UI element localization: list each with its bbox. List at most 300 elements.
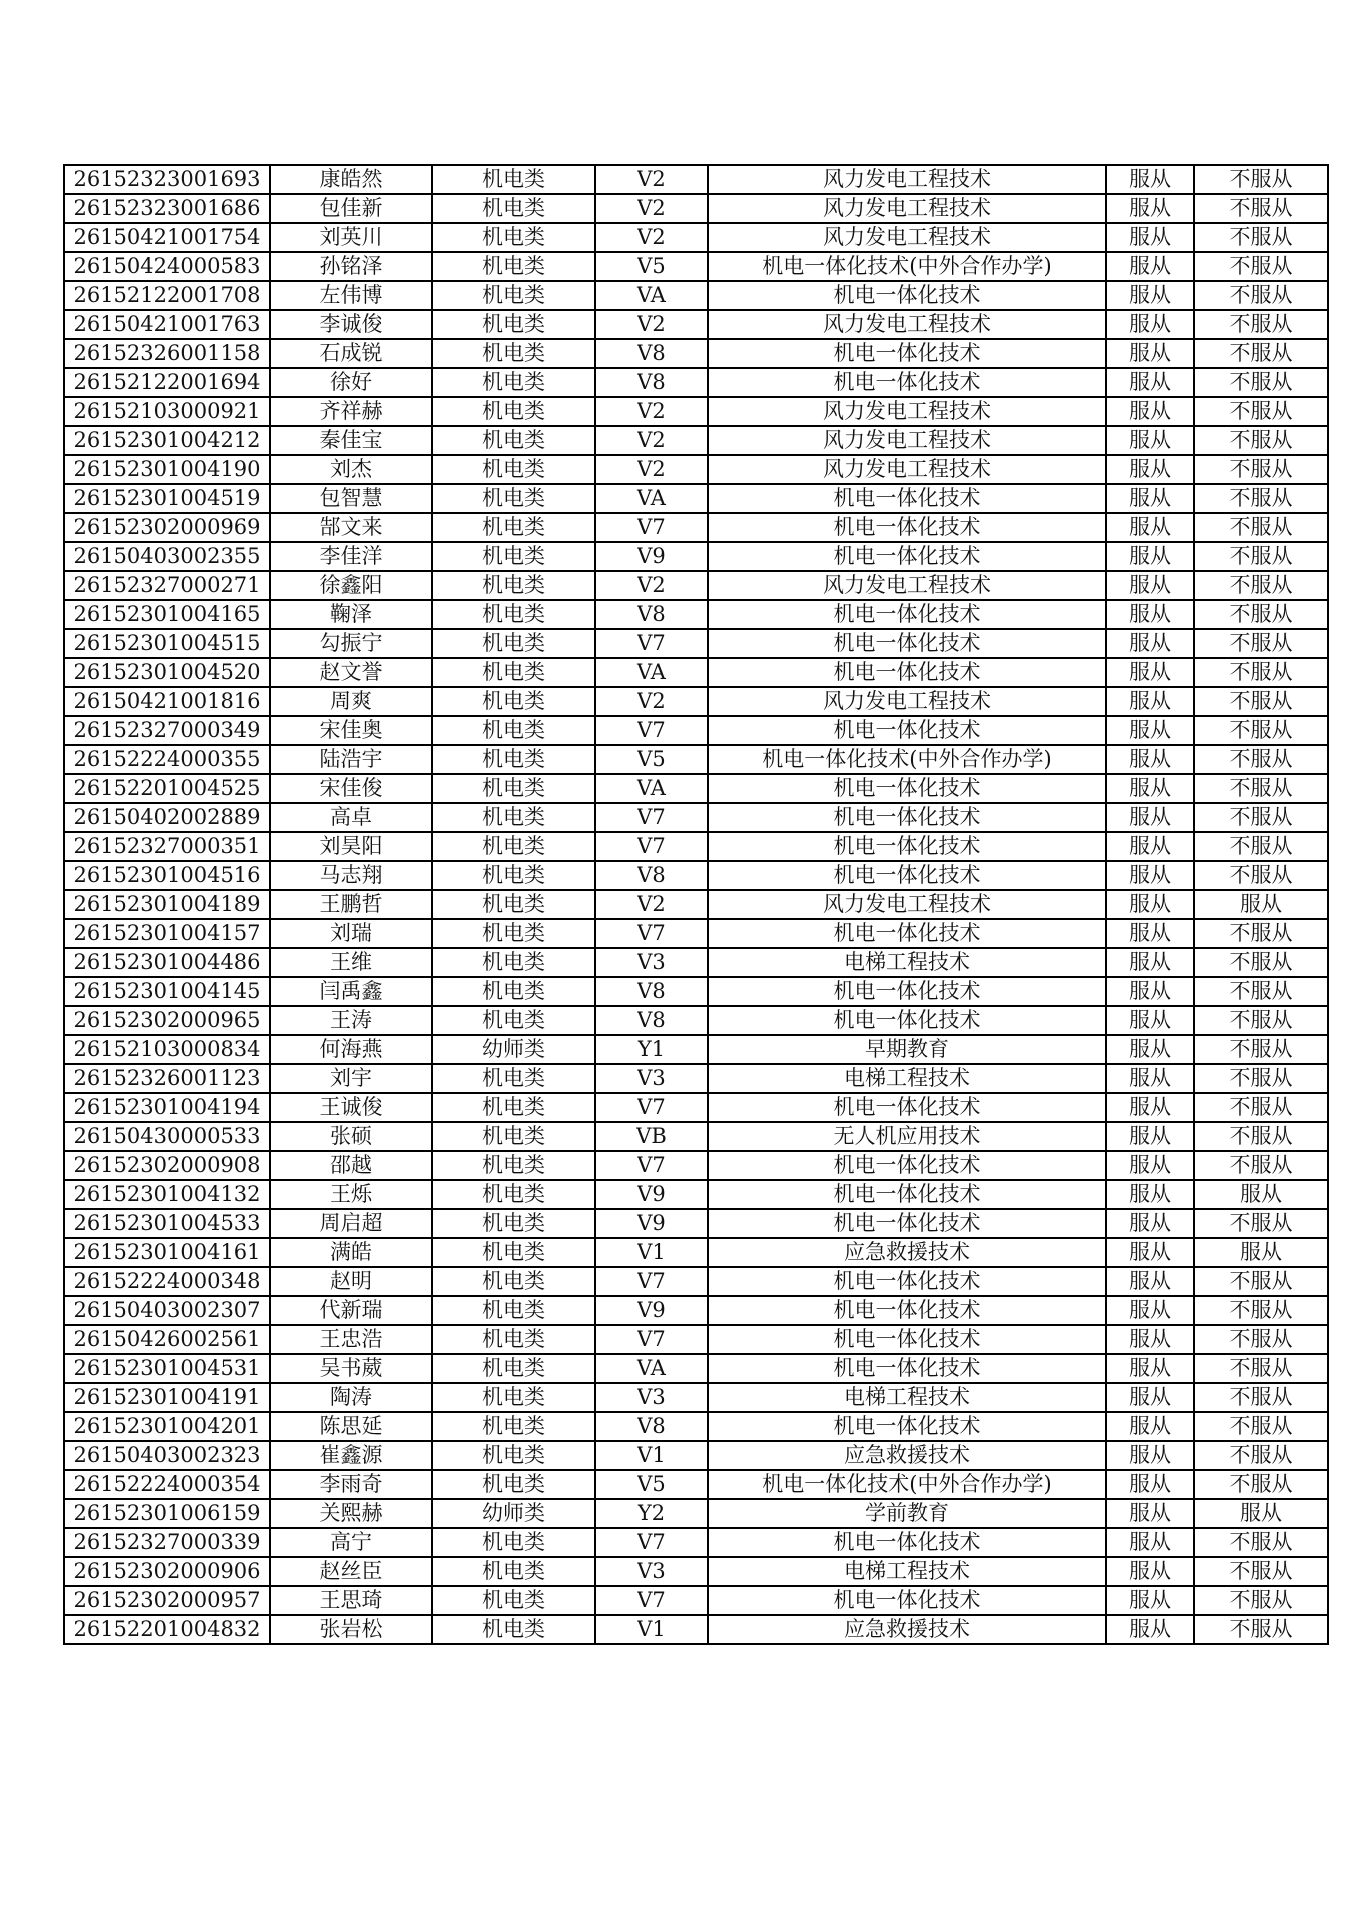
- table-row: [64, 1557, 1328, 1586]
- adjust-cell: 不服从: [1194, 977, 1328, 1006]
- obey-cell: 服从: [1106, 1035, 1194, 1064]
- obey-cell: 服从: [1106, 658, 1194, 687]
- adjust-cell: 不服从: [1194, 1267, 1328, 1296]
- name-cell: 刘英川: [270, 223, 432, 252]
- student-id-cell: 26152301004165: [64, 600, 270, 629]
- category-cell: 机电类: [432, 629, 595, 658]
- obey-cell: 服从: [1106, 484, 1194, 513]
- code-cell: VA: [595, 774, 708, 803]
- table-row: [64, 455, 1328, 484]
- table-row: [64, 368, 1328, 397]
- name-cell: 马志翔: [270, 861, 432, 890]
- obey-cell: 服从: [1106, 1267, 1194, 1296]
- obey-cell: 服从: [1106, 977, 1194, 1006]
- name-cell: 王忠浩: [270, 1325, 432, 1354]
- category-cell: 机电类: [432, 1441, 595, 1470]
- code-cell: V8: [595, 861, 708, 890]
- category-cell: 机电类: [432, 542, 595, 571]
- major-cell: 风力发电工程技术: [708, 165, 1106, 194]
- code-cell: V3: [595, 1557, 708, 1586]
- adjust-cell: 不服从: [1194, 339, 1328, 368]
- name-cell: 陈思延: [270, 1412, 432, 1441]
- major-cell: 机电一体化技术: [708, 1267, 1106, 1296]
- obey-cell: 服从: [1106, 165, 1194, 194]
- table-body: [64, 165, 1328, 1644]
- adjust-cell: 不服从: [1194, 223, 1328, 252]
- code-cell: V7: [595, 513, 708, 542]
- student-id-cell: 26152302000969: [64, 513, 270, 542]
- adjust-cell: 不服从: [1194, 832, 1328, 861]
- code-cell: V9: [595, 542, 708, 571]
- name-cell: 李诚俊: [270, 310, 432, 339]
- student-id-cell: 26152326001123: [64, 1064, 270, 1093]
- obey-cell: 服从: [1106, 774, 1194, 803]
- code-cell: V8: [595, 600, 708, 629]
- adjust-cell: 不服从: [1194, 861, 1328, 890]
- category-cell: 机电类: [432, 1470, 595, 1499]
- table-row: [64, 1354, 1328, 1383]
- category-cell: 机电类: [432, 484, 595, 513]
- code-cell: V7: [595, 1325, 708, 1354]
- category-cell: 机电类: [432, 368, 595, 397]
- obey-cell: 服从: [1106, 1151, 1194, 1180]
- obey-cell: 服从: [1106, 1238, 1194, 1267]
- name-cell: 代新瑞: [270, 1296, 432, 1325]
- table-row: [64, 687, 1328, 716]
- category-cell: 机电类: [432, 832, 595, 861]
- category-cell: 机电类: [432, 281, 595, 310]
- table-row: [64, 1412, 1328, 1441]
- table-row: [64, 1093, 1328, 1122]
- name-cell: 王涛: [270, 1006, 432, 1035]
- code-cell: V2: [595, 223, 708, 252]
- student-id-cell: 26152301004515: [64, 629, 270, 658]
- obey-cell: 服从: [1106, 803, 1194, 832]
- code-cell: VA: [595, 281, 708, 310]
- category-cell: 机电类: [432, 977, 595, 1006]
- name-cell: 徐好: [270, 368, 432, 397]
- major-cell: 风力发电工程技术: [708, 426, 1106, 455]
- code-cell: V7: [595, 803, 708, 832]
- obey-cell: 服从: [1106, 1586, 1194, 1615]
- obey-cell: 服从: [1106, 1528, 1194, 1557]
- student-id-cell: 26152302000908: [64, 1151, 270, 1180]
- student-id-cell: 26152301004194: [64, 1093, 270, 1122]
- table-row: [64, 1151, 1328, 1180]
- major-cell: 机电一体化技术: [708, 1209, 1106, 1238]
- obey-cell: 服从: [1106, 861, 1194, 890]
- student-id-cell: 26150426002561: [64, 1325, 270, 1354]
- major-cell: 风力发电工程技术: [708, 890, 1106, 919]
- adjust-cell: 不服从: [1194, 1470, 1328, 1499]
- major-cell: 电梯工程技术: [708, 1383, 1106, 1412]
- obey-cell: 服从: [1106, 600, 1194, 629]
- obey-cell: 服从: [1106, 1615, 1194, 1644]
- student-id-cell: 26152327000271: [64, 571, 270, 600]
- name-cell: 高宁: [270, 1528, 432, 1557]
- major-cell: 应急救援技术: [708, 1441, 1106, 1470]
- obey-cell: 服从: [1106, 194, 1194, 223]
- table-row: [64, 426, 1328, 455]
- student-id-cell: 26152327000351: [64, 832, 270, 861]
- code-cell: V1: [595, 1238, 708, 1267]
- student-id-cell: 26152301004145: [64, 977, 270, 1006]
- obey-cell: 服从: [1106, 890, 1194, 919]
- obey-cell: 服从: [1106, 1093, 1194, 1122]
- major-cell: 机电一体化技术: [708, 484, 1106, 513]
- major-cell: 机电一体化技术: [708, 281, 1106, 310]
- category-cell: 机电类: [432, 1383, 595, 1412]
- major-cell: 风力发电工程技术: [708, 397, 1106, 426]
- category-cell: 机电类: [432, 1151, 595, 1180]
- adjust-cell: 不服从: [1194, 426, 1328, 455]
- name-cell: 赵文誉: [270, 658, 432, 687]
- table-row: [64, 803, 1328, 832]
- student-id-cell: 26150403002355: [64, 542, 270, 571]
- category-cell: 机电类: [432, 1325, 595, 1354]
- adjust-cell: 不服从: [1194, 1151, 1328, 1180]
- name-cell: 张硕: [270, 1122, 432, 1151]
- name-cell: 李佳洋: [270, 542, 432, 571]
- table-row: [64, 397, 1328, 426]
- student-id-cell: 26150421001754: [64, 223, 270, 252]
- code-cell: V8: [595, 1412, 708, 1441]
- student-id-cell: 26152323001693: [64, 165, 270, 194]
- category-cell: 机电类: [432, 310, 595, 339]
- code-cell: V5: [595, 745, 708, 774]
- adjust-cell: 不服从: [1194, 281, 1328, 310]
- obey-cell: 服从: [1106, 1209, 1194, 1238]
- student-id-cell: 26152301004212: [64, 426, 270, 455]
- code-cell: Y1: [595, 1035, 708, 1064]
- major-cell: 机电一体化技术(中外合作办学): [708, 1470, 1106, 1499]
- table-row: [64, 716, 1328, 745]
- name-cell: 张岩松: [270, 1615, 432, 1644]
- category-cell: 机电类: [432, 339, 595, 368]
- obey-cell: 服从: [1106, 919, 1194, 948]
- code-cell: V8: [595, 339, 708, 368]
- student-id-cell: 26152301004516: [64, 861, 270, 890]
- student-id-cell: 26152301004132: [64, 1180, 270, 1209]
- major-cell: 应急救援技术: [708, 1615, 1106, 1644]
- name-cell: 勾振宁: [270, 629, 432, 658]
- table-row: [64, 1122, 1328, 1151]
- adjust-cell: 不服从: [1194, 1557, 1328, 1586]
- adjust-cell: 不服从: [1194, 571, 1328, 600]
- obey-cell: 服从: [1106, 1499, 1194, 1528]
- major-cell: 电梯工程技术: [708, 948, 1106, 977]
- student-id-cell: 26152302000965: [64, 1006, 270, 1035]
- obey-cell: 服从: [1106, 223, 1194, 252]
- adjust-cell: 不服从: [1194, 1122, 1328, 1151]
- category-cell: 机电类: [432, 745, 595, 774]
- major-cell: 应急救援技术: [708, 1238, 1106, 1267]
- table-row: [64, 1586, 1328, 1615]
- table-row: [64, 774, 1328, 803]
- code-cell: V7: [595, 1528, 708, 1557]
- major-cell: 机电一体化技术: [708, 542, 1106, 571]
- category-cell: 机电类: [432, 948, 595, 977]
- name-cell: 石成锐: [270, 339, 432, 368]
- name-cell: 赵明: [270, 1267, 432, 1296]
- category-cell: 机电类: [432, 658, 595, 687]
- table-row: [64, 1499, 1328, 1528]
- major-cell: 机电一体化技术: [708, 1528, 1106, 1557]
- obey-cell: 服从: [1106, 832, 1194, 861]
- category-cell: 机电类: [432, 774, 595, 803]
- major-cell: 风力发电工程技术: [708, 310, 1106, 339]
- obey-cell: 服从: [1106, 397, 1194, 426]
- code-cell: V5: [595, 252, 708, 281]
- student-id-cell: 26150403002323: [64, 1441, 270, 1470]
- major-cell: 风力发电工程技术: [708, 571, 1106, 600]
- obey-cell: 服从: [1106, 1412, 1194, 1441]
- name-cell: 李雨奇: [270, 1470, 432, 1499]
- student-id-cell: 26152301004161: [64, 1238, 270, 1267]
- major-cell: 风力发电工程技术: [708, 687, 1106, 716]
- adjust-cell: 不服从: [1194, 1209, 1328, 1238]
- student-id-cell: 26152224000348: [64, 1267, 270, 1296]
- code-cell: V7: [595, 1267, 708, 1296]
- adjust-cell: 不服从: [1194, 1296, 1328, 1325]
- major-cell: 机电一体化技术: [708, 600, 1106, 629]
- table-row: [64, 919, 1328, 948]
- adjust-cell: 不服从: [1194, 687, 1328, 716]
- name-cell: 高卓: [270, 803, 432, 832]
- student-id-cell: 26152224000355: [64, 745, 270, 774]
- table-row: [64, 658, 1328, 687]
- obey-cell: 服从: [1106, 1557, 1194, 1586]
- obey-cell: 服从: [1106, 1325, 1194, 1354]
- code-cell: Y2: [595, 1499, 708, 1528]
- obey-cell: 服从: [1106, 310, 1194, 339]
- code-cell: V9: [595, 1209, 708, 1238]
- category-cell: 机电类: [432, 861, 595, 890]
- table-row: [64, 948, 1328, 977]
- major-cell: 风力发电工程技术: [708, 194, 1106, 223]
- major-cell: 机电一体化技术: [708, 803, 1106, 832]
- name-cell: 邵越: [270, 1151, 432, 1180]
- student-id-cell: 26152224000354: [64, 1470, 270, 1499]
- adjust-cell: 不服从: [1194, 397, 1328, 426]
- major-cell: 机电一体化技术: [708, 832, 1106, 861]
- code-cell: V8: [595, 1006, 708, 1035]
- code-cell: V2: [595, 165, 708, 194]
- name-cell: 徐鑫阳: [270, 571, 432, 600]
- major-cell: 无人机应用技术: [708, 1122, 1106, 1151]
- student-id-cell: 26152326001158: [64, 339, 270, 368]
- student-id-cell: 26152301006159: [64, 1499, 270, 1528]
- adjust-cell: 不服从: [1194, 368, 1328, 397]
- table-row: [64, 1238, 1328, 1267]
- major-cell: 机电一体化技术(中外合作办学): [708, 252, 1106, 281]
- table-row: [64, 1325, 1328, 1354]
- table-row: [64, 1180, 1328, 1209]
- table-row: [64, 1209, 1328, 1238]
- category-cell: 机电类: [432, 890, 595, 919]
- major-cell: 机电一体化技术: [708, 1151, 1106, 1180]
- name-cell: 周启超: [270, 1209, 432, 1238]
- table-row: [64, 1006, 1328, 1035]
- table-row: [64, 165, 1328, 194]
- adjust-cell: 不服从: [1194, 542, 1328, 571]
- obey-cell: 服从: [1106, 687, 1194, 716]
- code-cell: V2: [595, 687, 708, 716]
- adjust-cell: 不服从: [1194, 803, 1328, 832]
- major-cell: 机电一体化技术(中外合作办学): [708, 745, 1106, 774]
- category-cell: 机电类: [432, 571, 595, 600]
- category-cell: 机电类: [432, 1267, 595, 1296]
- student-id-cell: 26152301004157: [64, 919, 270, 948]
- obey-cell: 服从: [1106, 1122, 1194, 1151]
- major-cell: 学前教育: [708, 1499, 1106, 1528]
- major-cell: 机电一体化技术: [708, 1006, 1106, 1035]
- major-cell: 机电一体化技术: [708, 977, 1106, 1006]
- obey-cell: 服从: [1106, 281, 1194, 310]
- name-cell: 孙铭泽: [270, 252, 432, 281]
- table-row: [64, 977, 1328, 1006]
- category-cell: 机电类: [432, 1412, 595, 1441]
- major-cell: 机电一体化技术: [708, 1180, 1106, 1209]
- student-id-cell: 26152302000957: [64, 1586, 270, 1615]
- code-cell: VA: [595, 658, 708, 687]
- category-cell: 机电类: [432, 1557, 595, 1586]
- major-cell: 机电一体化技术: [708, 774, 1106, 803]
- adjust-cell: 不服从: [1194, 484, 1328, 513]
- major-cell: 机电一体化技术: [708, 1296, 1106, 1325]
- student-id-cell: 26152301004201: [64, 1412, 270, 1441]
- code-cell: V2: [595, 426, 708, 455]
- table-row: [64, 339, 1328, 368]
- adjust-cell: 不服从: [1194, 1586, 1328, 1615]
- category-cell: 机电类: [432, 426, 595, 455]
- adjust-cell: 不服从: [1194, 919, 1328, 948]
- category-cell: 机电类: [432, 919, 595, 948]
- category-cell: 机电类: [432, 1006, 595, 1035]
- name-cell: 关熙赫: [270, 1499, 432, 1528]
- category-cell: 幼师类: [432, 1035, 595, 1064]
- adjust-cell: 不服从: [1194, 1615, 1328, 1644]
- category-cell: 机电类: [432, 803, 595, 832]
- major-cell: 机电一体化技术: [708, 513, 1106, 542]
- obey-cell: 服从: [1106, 1064, 1194, 1093]
- student-id-cell: 26152323001686: [64, 194, 270, 223]
- code-cell: V7: [595, 629, 708, 658]
- name-cell: 王烁: [270, 1180, 432, 1209]
- name-cell: 满皓: [270, 1238, 432, 1267]
- major-cell: 机电一体化技术: [708, 919, 1106, 948]
- student-id-cell: 26152122001694: [64, 368, 270, 397]
- adjust-cell: 不服从: [1194, 1441, 1328, 1470]
- name-cell: 王鹏哲: [270, 890, 432, 919]
- major-cell: 电梯工程技术: [708, 1064, 1106, 1093]
- obey-cell: 服从: [1106, 426, 1194, 455]
- adjust-cell: 不服从: [1194, 600, 1328, 629]
- table-row: [64, 1441, 1328, 1470]
- name-cell: 陶涛: [270, 1383, 432, 1412]
- student-id-cell: 26152302000906: [64, 1557, 270, 1586]
- student-id-cell: 26152301004531: [64, 1354, 270, 1383]
- obey-cell: 服从: [1106, 1180, 1194, 1209]
- table-row: [64, 484, 1328, 513]
- adjust-cell: 不服从: [1194, 1064, 1328, 1093]
- table-row: [64, 1296, 1328, 1325]
- category-cell: 机电类: [432, 687, 595, 716]
- category-cell: 机电类: [432, 1615, 595, 1644]
- obey-cell: 服从: [1106, 1383, 1194, 1412]
- code-cell: V7: [595, 832, 708, 861]
- major-cell: 机电一体化技术: [708, 629, 1106, 658]
- obey-cell: 服从: [1106, 948, 1194, 977]
- code-cell: V7: [595, 1151, 708, 1180]
- category-cell: 机电类: [432, 397, 595, 426]
- major-cell: 机电一体化技术: [708, 861, 1106, 890]
- category-cell: 机电类: [432, 455, 595, 484]
- student-id-cell: 26152301004486: [64, 948, 270, 977]
- table-row: [64, 600, 1328, 629]
- code-cell: V2: [595, 310, 708, 339]
- major-cell: 机电一体化技术: [708, 1093, 1106, 1122]
- name-cell: 周爽: [270, 687, 432, 716]
- obey-cell: 服从: [1106, 1470, 1194, 1499]
- code-cell: VA: [595, 484, 708, 513]
- student-id-cell: 26152301004533: [64, 1209, 270, 1238]
- category-cell: 机电类: [432, 1064, 595, 1093]
- name-cell: 刘杰: [270, 455, 432, 484]
- adjust-cell: 不服从: [1194, 1383, 1328, 1412]
- name-cell: 刘昊阳: [270, 832, 432, 861]
- name-cell: 齐祥赫: [270, 397, 432, 426]
- code-cell: V9: [595, 1180, 708, 1209]
- table-row: [64, 832, 1328, 861]
- name-cell: 宋佳俊: [270, 774, 432, 803]
- name-cell: 康皓然: [270, 165, 432, 194]
- table-row: [64, 542, 1328, 571]
- student-id-cell: 26150421001816: [64, 687, 270, 716]
- name-cell: 宋佳奥: [270, 716, 432, 745]
- obey-cell: 服从: [1106, 455, 1194, 484]
- category-cell: 机电类: [432, 194, 595, 223]
- name-cell: 王思琦: [270, 1586, 432, 1615]
- student-id-cell: 26152327000349: [64, 716, 270, 745]
- code-cell: V7: [595, 1586, 708, 1615]
- adjust-cell: 不服从: [1194, 745, 1328, 774]
- table-row: [64, 629, 1328, 658]
- code-cell: V7: [595, 919, 708, 948]
- name-cell: 崔鑫源: [270, 1441, 432, 1470]
- major-cell: 机电一体化技术: [708, 368, 1106, 397]
- table-row: [64, 1267, 1328, 1296]
- table-row: [64, 1528, 1328, 1557]
- code-cell: VA: [595, 1354, 708, 1383]
- name-cell: 刘宇: [270, 1064, 432, 1093]
- adjust-cell: 不服从: [1194, 194, 1328, 223]
- student-id-cell: 26152301004189: [64, 890, 270, 919]
- code-cell: V2: [595, 890, 708, 919]
- major-cell: 机电一体化技术: [708, 1354, 1106, 1383]
- student-id-cell: 26152201004832: [64, 1615, 270, 1644]
- name-cell: 秦佳宝: [270, 426, 432, 455]
- code-cell: VB: [595, 1122, 708, 1151]
- table-row: [64, 252, 1328, 281]
- code-cell: V9: [595, 1296, 708, 1325]
- category-cell: 机电类: [432, 1093, 595, 1122]
- table-row: [64, 223, 1328, 252]
- name-cell: 包智慧: [270, 484, 432, 513]
- code-cell: V8: [595, 368, 708, 397]
- table-row: [64, 861, 1328, 890]
- category-cell: 机电类: [432, 1586, 595, 1615]
